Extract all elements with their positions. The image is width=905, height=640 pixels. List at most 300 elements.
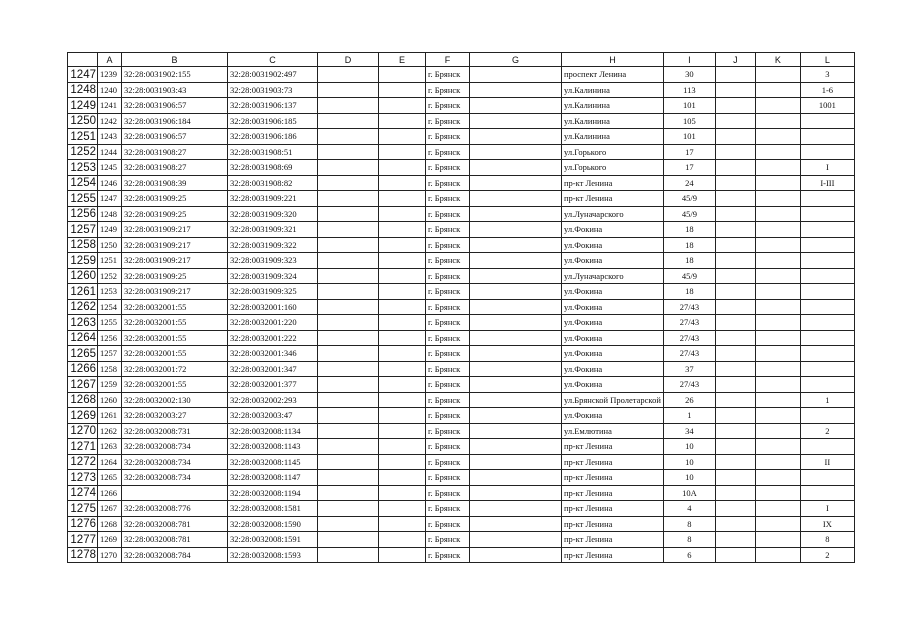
cell-d[interactable] [318,485,379,501]
cell-g[interactable] [470,315,562,331]
cell-c[interactable]: 32:28:0032008:1147 [228,470,318,486]
row-number[interactable]: 1271 [68,439,98,455]
cell-b[interactable]: 32:28:0032001:72 [122,361,228,377]
cell-g[interactable] [470,408,562,424]
cell-a[interactable]: 1252 [98,268,122,284]
cell-k[interactable] [755,315,800,331]
cell-g[interactable] [470,346,562,362]
cell-g[interactable] [470,547,562,563]
cell-d[interactable] [318,175,379,191]
cell-c[interactable]: 32:28:0032001:160 [228,299,318,315]
cell-b[interactable]: 32:28:0031909:25 [122,206,228,222]
cell-a[interactable]: 1240 [98,82,122,98]
cell-k[interactable] [755,98,800,114]
cell-g[interactable] [470,222,562,238]
cell-i[interactable]: 10 [663,454,715,470]
cell-b[interactable]: 32:28:0031903:43 [122,82,228,98]
cell-h[interactable]: ул.Фокина [562,408,664,424]
cell-f[interactable]: г. Брянск [426,82,470,98]
cell-c[interactable]: 32:28:0032003:47 [228,408,318,424]
cell-a[interactable]: 1270 [98,547,122,563]
cell-j[interactable] [715,299,755,315]
corner-cell[interactable] [68,53,98,67]
cell-i[interactable]: 18 [663,284,715,300]
cell-l[interactable] [800,268,854,284]
cell-i[interactable]: 30 [663,67,715,83]
cell-j[interactable] [715,392,755,408]
cell-e[interactable] [379,268,426,284]
cell-g[interactable] [470,439,562,455]
row-number[interactable]: 1258 [68,237,98,253]
cell-h[interactable]: ул.Фокина [562,377,664,393]
cell-e[interactable] [379,175,426,191]
cell-d[interactable] [318,470,379,486]
cell-j[interactable] [715,377,755,393]
cell-i[interactable]: 10 [663,439,715,455]
cell-c[interactable]: 32:28:0031906:137 [228,98,318,114]
cell-l[interactable] [800,191,854,207]
cell-a[interactable]: 1255 [98,315,122,331]
cell-b[interactable]: 32:28:0031906:184 [122,113,228,129]
cell-h[interactable]: ул.Фокина [562,330,664,346]
cell-j[interactable] [715,191,755,207]
cell-k[interactable] [755,268,800,284]
row-number[interactable]: 1272 [68,454,98,470]
cell-h[interactable]: ул.Горького [562,160,664,176]
cell-f[interactable]: г. Брянск [426,253,470,269]
cell-a[interactable]: 1244 [98,144,122,160]
row-number[interactable]: 1248 [68,82,98,98]
cell-c[interactable]: 32:28:0031909:325 [228,284,318,300]
cell-d[interactable] [318,501,379,517]
cell-a[interactable]: 1241 [98,98,122,114]
cell-i[interactable]: 24 [663,175,715,191]
cell-c[interactable]: 32:28:0032001:346 [228,346,318,362]
cell-a[interactable]: 1254 [98,299,122,315]
cell-d[interactable] [318,191,379,207]
cell-h[interactable]: пр-кт Ленина [562,470,664,486]
cell-h[interactable]: ул.Калинина [562,129,664,145]
cell-d[interactable] [318,423,379,439]
cell-h[interactable]: ул.Фокина [562,237,664,253]
cell-b[interactable]: 32:28:0031908:27 [122,160,228,176]
cell-l[interactable] [800,206,854,222]
cell-j[interactable] [715,532,755,548]
cell-l[interactable]: 8 [800,532,854,548]
column-header-c[interactable]: C [228,53,318,67]
cell-d[interactable] [318,299,379,315]
row-number[interactable]: 1265 [68,346,98,362]
cell-f[interactable]: г. Брянск [426,144,470,160]
cell-b[interactable]: 32:28:0032008:776 [122,501,228,517]
cell-f[interactable]: г. Брянск [426,237,470,253]
cell-h[interactable]: пр-кт Ленина [562,516,664,532]
cell-h[interactable]: пр-кт Ленина [562,501,664,517]
cell-l[interactable]: 2 [800,547,854,563]
cell-e[interactable] [379,206,426,222]
cell-j[interactable] [715,408,755,424]
cell-f[interactable]: г. Брянск [426,501,470,517]
row-number[interactable]: 1253 [68,160,98,176]
cell-i[interactable]: 34 [663,423,715,439]
cell-k[interactable] [755,299,800,315]
cell-k[interactable] [755,82,800,98]
cell-c[interactable]: 32:28:0031908:69 [228,160,318,176]
cell-l[interactable] [800,346,854,362]
row-number[interactable]: 1275 [68,501,98,517]
row-number[interactable]: 1276 [68,516,98,532]
row-number[interactable]: 1266 [68,361,98,377]
cell-g[interactable] [470,501,562,517]
cell-c[interactable]: 32:28:0032008:1590 [228,516,318,532]
cell-a[interactable]: 1251 [98,253,122,269]
cell-k[interactable] [755,501,800,517]
column-header-j[interactable]: J [715,53,755,67]
cell-g[interactable] [470,82,562,98]
cell-i[interactable]: 27/43 [663,299,715,315]
cell-g[interactable] [470,330,562,346]
cell-i[interactable]: 45/9 [663,268,715,284]
cell-k[interactable] [755,423,800,439]
cell-l[interactable] [800,222,854,238]
cell-d[interactable] [318,67,379,83]
cell-d[interactable] [318,408,379,424]
cell-e[interactable] [379,392,426,408]
cell-l[interactable] [800,129,854,145]
cell-b[interactable]: 32:28:0032002:130 [122,392,228,408]
cell-b[interactable]: 32:28:0031909:25 [122,268,228,284]
cell-h[interactable]: ул.Фокина [562,299,664,315]
cell-i[interactable]: 26 [663,392,715,408]
cell-l[interactable]: 1-6 [800,82,854,98]
cell-f[interactable]: г. Брянск [426,98,470,114]
cell-e[interactable] [379,67,426,83]
cell-f[interactable]: г. Брянск [426,191,470,207]
cell-g[interactable] [470,392,562,408]
cell-e[interactable] [379,501,426,517]
cell-l[interactable] [800,299,854,315]
cell-g[interactable] [470,532,562,548]
cell-k[interactable] [755,361,800,377]
cell-d[interactable] [318,516,379,532]
cell-d[interactable] [318,82,379,98]
cell-i[interactable]: 4 [663,501,715,517]
cell-k[interactable] [755,206,800,222]
cell-e[interactable] [379,547,426,563]
cell-e[interactable] [379,237,426,253]
row-number[interactable]: 1278 [68,547,98,563]
row-number[interactable]: 1262 [68,299,98,315]
cell-e[interactable] [379,82,426,98]
row-number[interactable]: 1252 [68,144,98,160]
cell-k[interactable] [755,237,800,253]
cell-j[interactable] [715,206,755,222]
cell-e[interactable] [379,98,426,114]
cell-f[interactable]: г. Брянск [426,439,470,455]
cell-g[interactable] [470,485,562,501]
cell-g[interactable] [470,237,562,253]
cell-c[interactable]: 32:28:0031908:51 [228,144,318,160]
cell-h[interactable]: ул.Калинина [562,113,664,129]
cell-l[interactable]: I-III [800,175,854,191]
row-number[interactable]: 1274 [68,485,98,501]
cell-g[interactable] [470,129,562,145]
cell-f[interactable]: г. Брянск [426,206,470,222]
cell-e[interactable] [379,346,426,362]
cell-c[interactable]: 32:28:0031909:323 [228,253,318,269]
cell-b[interactable]: 32:28:0032008:734 [122,454,228,470]
cell-l[interactable] [800,470,854,486]
column-header-k[interactable]: K [755,53,800,67]
cell-k[interactable] [755,516,800,532]
cell-l[interactable]: II [800,454,854,470]
cell-i[interactable]: 113 [663,82,715,98]
column-header-h[interactable]: H [562,53,664,67]
cell-i[interactable]: 27/43 [663,346,715,362]
cell-h[interactable]: ул.Калинина [562,98,664,114]
cell-a[interactable]: 1267 [98,501,122,517]
cell-b[interactable]: 32:28:0032001:55 [122,299,228,315]
cell-b[interactable]: 32:28:0031909:217 [122,253,228,269]
cell-g[interactable] [470,144,562,160]
cell-j[interactable] [715,361,755,377]
cell-a[interactable]: 1266 [98,485,122,501]
cell-d[interactable] [318,532,379,548]
cell-i[interactable]: 18 [663,237,715,253]
cell-b[interactable]: 32:28:0032008:734 [122,470,228,486]
cell-f[interactable]: г. Брянск [426,532,470,548]
cell-d[interactable] [318,361,379,377]
cell-c[interactable]: 32:28:0031903:73 [228,82,318,98]
cell-c[interactable]: 32:28:0031906:185 [228,113,318,129]
cell-a[interactable]: 1256 [98,330,122,346]
cell-h[interactable]: ул.Фокина [562,284,664,300]
cell-e[interactable] [379,377,426,393]
cell-j[interactable] [715,113,755,129]
cell-c[interactable]: 32:28:0031909:324 [228,268,318,284]
cell-f[interactable]: г. Брянск [426,361,470,377]
cell-b[interactable]: 32:28:0032001:55 [122,315,228,331]
cell-a[interactable]: 1265 [98,470,122,486]
row-number[interactable]: 1254 [68,175,98,191]
cell-a[interactable]: 1259 [98,377,122,393]
cell-i[interactable]: 8 [663,532,715,548]
cell-j[interactable] [715,485,755,501]
cell-l[interactable]: 3 [800,67,854,83]
cell-d[interactable] [318,160,379,176]
cell-l[interactable] [800,439,854,455]
cell-l[interactable]: 2 [800,423,854,439]
cell-b[interactable]: 32:28:0031906:57 [122,98,228,114]
cell-d[interactable] [318,315,379,331]
cell-c[interactable]: 32:28:0032008:1134 [228,423,318,439]
cell-i[interactable]: 27/43 [663,315,715,331]
row-number[interactable]: 1249 [68,98,98,114]
cell-k[interactable] [755,346,800,362]
cell-j[interactable] [715,315,755,331]
cell-c[interactable]: 32:28:0031909:321 [228,222,318,238]
cell-g[interactable] [470,423,562,439]
row-number[interactable]: 1251 [68,129,98,145]
cell-b[interactable]: 32:28:0032001:55 [122,377,228,393]
cell-i[interactable]: 10А [663,485,715,501]
row-number[interactable]: 1257 [68,222,98,238]
cell-l[interactable]: I [800,501,854,517]
cell-a[interactable]: 1247 [98,191,122,207]
cell-f[interactable]: г. Брянск [426,454,470,470]
cell-f[interactable]: г. Брянск [426,377,470,393]
cell-a[interactable]: 1260 [98,392,122,408]
cell-h[interactable]: ул.Фокина [562,346,664,362]
cell-d[interactable] [318,237,379,253]
row-number[interactable]: 1268 [68,392,98,408]
cell-c[interactable]: 32:28:0031909:322 [228,237,318,253]
cell-c[interactable]: 32:28:0031908:82 [228,175,318,191]
cell-j[interactable] [715,470,755,486]
cell-d[interactable] [318,454,379,470]
cell-e[interactable] [379,315,426,331]
cell-i[interactable]: 105 [663,113,715,129]
cell-g[interactable] [470,191,562,207]
cell-e[interactable] [379,299,426,315]
cell-j[interactable] [715,346,755,362]
cell-k[interactable] [755,377,800,393]
cell-a[interactable]: 1249 [98,222,122,238]
cell-j[interactable] [715,253,755,269]
cell-b[interactable]: 32:28:0032008:781 [122,516,228,532]
cell-l[interactable] [800,113,854,129]
cell-g[interactable] [470,113,562,129]
cell-h[interactable]: пр-кт Ленина [562,547,664,563]
cell-d[interactable] [318,206,379,222]
cell-b[interactable]: 32:28:0031909:217 [122,284,228,300]
cell-f[interactable]: г. Брянск [426,67,470,83]
cell-c[interactable]: 32:28:0032008:1581 [228,501,318,517]
cell-k[interactable] [755,470,800,486]
cell-b[interactable]: 32:28:0031902:155 [122,67,228,83]
cell-c[interactable]: 32:28:0032001:220 [228,315,318,331]
cell-k[interactable] [755,439,800,455]
cell-b[interactable]: 32:28:0032008:731 [122,423,228,439]
cell-h[interactable]: ул.Фокина [562,315,664,331]
cell-l[interactable] [800,330,854,346]
cell-g[interactable] [470,160,562,176]
cell-f[interactable]: г. Брянск [426,470,470,486]
cell-i[interactable]: 101 [663,98,715,114]
cell-b[interactable]: 32:28:0032008:784 [122,547,228,563]
cell-b[interactable]: 32:28:0032003:27 [122,408,228,424]
cell-f[interactable]: г. Брянск [426,516,470,532]
column-header-i[interactable]: I [663,53,715,67]
cell-a[interactable]: 1264 [98,454,122,470]
cell-c[interactable]: 32:28:0032008:1593 [228,547,318,563]
row-number[interactable]: 1255 [68,191,98,207]
cell-d[interactable] [318,377,379,393]
cell-c[interactable]: 32:28:0031902:497 [228,67,318,83]
cell-e[interactable] [379,191,426,207]
cell-d[interactable] [318,346,379,362]
cell-i[interactable]: 45/9 [663,206,715,222]
cell-c[interactable]: 32:28:0032008:1591 [228,532,318,548]
cell-f[interactable]: г. Брянск [426,423,470,439]
cell-g[interactable] [470,67,562,83]
cell-g[interactable] [470,454,562,470]
cell-a[interactable]: 1242 [98,113,122,129]
cell-k[interactable] [755,253,800,269]
cell-i[interactable]: 45/9 [663,191,715,207]
cell-g[interactable] [470,268,562,284]
cell-d[interactable] [318,253,379,269]
cell-e[interactable] [379,408,426,424]
cell-k[interactable] [755,547,800,563]
column-header-f[interactable]: F [426,53,470,67]
cell-j[interactable] [715,98,755,114]
cell-i[interactable]: 6 [663,547,715,563]
cell-f[interactable]: г. Брянск [426,268,470,284]
cell-j[interactable] [715,144,755,160]
cell-l[interactable] [800,284,854,300]
cell-b[interactable]: 32:28:0032008:734 [122,439,228,455]
cell-h[interactable]: ул.Фокина [562,222,664,238]
cell-l[interactable] [800,361,854,377]
cell-d[interactable] [318,144,379,160]
cell-b[interactable]: 32:28:0031909:217 [122,237,228,253]
cell-a[interactable]: 1258 [98,361,122,377]
cell-f[interactable]: г. Брянск [426,113,470,129]
cell-a[interactable]: 1253 [98,284,122,300]
cell-b[interactable]: 32:28:0031908:27 [122,144,228,160]
cell-a[interactable]: 1269 [98,532,122,548]
cell-e[interactable] [379,144,426,160]
cell-d[interactable] [318,392,379,408]
row-number[interactable]: 1256 [68,206,98,222]
cell-g[interactable] [470,98,562,114]
cell-k[interactable] [755,392,800,408]
cell-h[interactable]: пр-кт Ленина [562,191,664,207]
cell-k[interactable] [755,532,800,548]
cell-i[interactable]: 10 [663,470,715,486]
cell-h[interactable]: пр-кт Ленина [562,454,664,470]
cell-h[interactable]: пр-кт Ленина [562,175,664,191]
cell-f[interactable]: г. Брянск [426,175,470,191]
cell-j[interactable] [715,129,755,145]
column-header-b[interactable]: B [122,53,228,67]
cell-f[interactable]: г. Брянск [426,222,470,238]
cell-i[interactable]: 1 [663,408,715,424]
cell-l[interactable] [800,253,854,269]
cell-k[interactable] [755,284,800,300]
cell-i[interactable]: 27/43 [663,330,715,346]
cell-d[interactable] [318,222,379,238]
cell-j[interactable] [715,160,755,176]
cell-b[interactable]: 32:28:0031909:217 [122,222,228,238]
cell-d[interactable] [318,547,379,563]
cell-e[interactable] [379,330,426,346]
cell-c[interactable]: 32:28:0032001:347 [228,361,318,377]
cell-k[interactable] [755,129,800,145]
cell-j[interactable] [715,423,755,439]
cell-j[interactable] [715,454,755,470]
cell-g[interactable] [470,206,562,222]
cell-h[interactable]: ул.Фокина [562,361,664,377]
row-number[interactable]: 1264 [68,330,98,346]
cell-e[interactable] [379,454,426,470]
cell-c[interactable]: 32:28:0032001:222 [228,330,318,346]
cell-e[interactable] [379,470,426,486]
cell-c[interactable]: 32:28:0032008:1194 [228,485,318,501]
cell-h[interactable]: пр-кт Ленина [562,485,664,501]
cell-e[interactable] [379,532,426,548]
